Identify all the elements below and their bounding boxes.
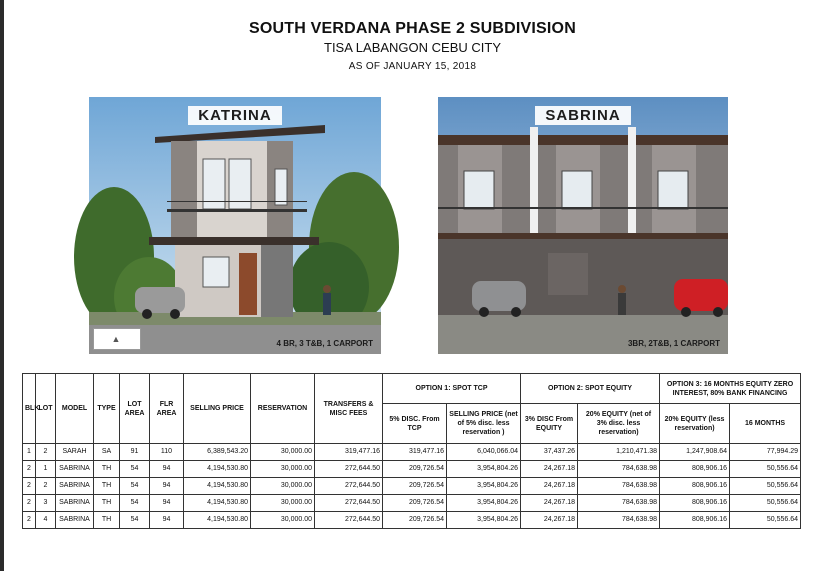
cell-opt1-disc: 319,477.16 — [383, 444, 447, 461]
developer-logo — [93, 328, 141, 350]
page-left-border — [0, 0, 4, 571]
katrina-house-illustration — [89, 97, 381, 354]
page-date: AS OF JANUARY 15, 2018 — [348, 61, 477, 72]
cell-lot: 4 — [36, 512, 56, 529]
cell-transfers: 272,644.50 — [315, 495, 383, 512]
col-header-lot-area: LOT AREA — [120, 374, 150, 444]
cell-blk: 1 — [23, 444, 36, 461]
col-header-transfers-misc: TRANSFERS & MISC FEES — [315, 374, 383, 444]
col-header-option2-disc: 3% DISC From EQUITY — [521, 404, 578, 444]
cell-lot-area: 54 — [120, 478, 150, 495]
cell-opt3-months: 50,556.64 — [730, 512, 801, 529]
page-subtitle-location: TISA LABANGON CEBU CITY — [324, 40, 501, 55]
cell-model: SABRINA — [56, 512, 94, 529]
katrina-model-name: KATRINA — [89, 107, 381, 124]
cell-opt2-equity: 784,638.98 — [578, 461, 660, 478]
cell-reservation: 30,000.00 — [251, 495, 315, 512]
katrina-house-image — [89, 97, 381, 354]
cell-opt3-months: 50,556.64 — [730, 495, 801, 512]
cell-selling-price: 4,194,530.80 — [184, 495, 251, 512]
col-header-option1-disc: 5% DISC. From TCP — [383, 404, 447, 444]
cell-lot-area: 54 — [120, 512, 150, 529]
cell-flr-area: 94 — [150, 495, 184, 512]
cell-lot-area: 54 — [120, 461, 150, 478]
cell-selling-price: 4,194,530.80 — [184, 478, 251, 495]
cell-type: TH — [94, 512, 120, 529]
col-header-selling-price: SELLING PRICE — [184, 374, 251, 444]
table-row — [23, 461, 801, 478]
cell-flr-area: 94 — [150, 478, 184, 495]
cell-opt3-months: 77,994.29 — [730, 444, 801, 461]
cell-lot: 1 — [36, 461, 56, 478]
cell-opt2-equity: 784,638.98 — [578, 495, 660, 512]
cell-lot-area: 54 — [120, 495, 150, 512]
col-header-option3-months: 16 MONTHS — [730, 404, 801, 444]
col-header-option2-equity: 20% EQUITY (net of 3% disc. less reservation) — [578, 404, 660, 444]
cell-opt2-disc: 24,267.18 — [521, 461, 578, 478]
cell-opt2-equity: 1,210,471.38 — [578, 444, 660, 461]
col-header-blk: BLK — [23, 374, 36, 444]
col-header-lot: LOT — [36, 374, 56, 444]
cell-blk: 2 — [23, 478, 36, 495]
cell-flr-area: 94 — [150, 461, 184, 478]
cell-model: SABRINA — [56, 495, 94, 512]
group-header-option1: OPTION 1: SPOT TCP — [383, 374, 521, 404]
cell-type: TH — [94, 495, 120, 512]
cell-opt1-price: 3,954,804.26 — [447, 478, 521, 495]
table-row — [23, 495, 801, 512]
cell-opt1-disc: 209,726.54 — [383, 495, 447, 512]
cell-lot: 2 — [36, 444, 56, 461]
cell-opt1-price: 6,040,066.04 — [447, 444, 521, 461]
cell-reservation: 30,000.00 — [251, 444, 315, 461]
cell-opt2-disc: 24,267.18 — [521, 495, 578, 512]
cell-opt3-months: 50,556.64 — [730, 461, 801, 478]
cell-lot: 2 — [36, 478, 56, 495]
cell-opt2-disc: 37,437.26 — [521, 444, 578, 461]
cell-opt3-equity: 808,906.16 — [660, 478, 730, 495]
cell-opt3-months: 50,556.64 — [730, 478, 801, 495]
sabrina-spec-caption: 3BR, 2T&B, 1 CARPORT — [627, 339, 720, 348]
cell-transfers: 272,644.50 — [315, 461, 383, 478]
cell-opt3-equity: 808,906.16 — [660, 495, 730, 512]
cell-opt1-price: 3,954,804.26 — [447, 495, 521, 512]
cell-type: TH — [94, 461, 120, 478]
cell-reservation: 30,000.00 — [251, 461, 315, 478]
cell-blk: 2 — [23, 512, 36, 529]
cell-transfers: 319,477.16 — [315, 444, 383, 461]
cell-selling-price: 6,389,543.20 — [184, 444, 251, 461]
cell-opt3-equity: 808,906.16 — [660, 512, 730, 529]
cell-lot-area: 91 — [120, 444, 150, 461]
col-header-option1-price: SELLING PRICE (net of 5% disc. less reservation ) — [447, 404, 521, 444]
cell-blk: 2 — [23, 495, 36, 512]
cell-opt3-equity: 808,906.16 — [660, 461, 730, 478]
page-title: SOUTH VERDANA PHASE 2 SUBDIVISION — [249, 20, 576, 37]
cell-opt2-disc: 24,267.18 — [521, 512, 578, 529]
col-header-type: TYPE — [94, 374, 120, 444]
cell-opt1-disc: 209,726.54 — [383, 512, 447, 529]
cell-opt1-price: 3,954,804.26 — [447, 512, 521, 529]
cell-blk: 2 — [23, 461, 36, 478]
cell-opt2-equity: 784,638.98 — [578, 512, 660, 529]
cell-type: SA — [94, 444, 120, 461]
cell-flr-area: 110 — [150, 444, 184, 461]
cell-lot: 3 — [36, 495, 56, 512]
sabrina-model-name: SABRINA — [438, 107, 728, 124]
cell-opt1-price: 3,954,804.26 — [447, 461, 521, 478]
cell-model: SARAH — [56, 444, 94, 461]
col-header-reservation: RESERVATION — [251, 374, 315, 444]
sabrina-house-illustration — [438, 97, 728, 354]
cell-type: TH — [94, 478, 120, 495]
cell-opt1-disc: 209,726.54 — [383, 461, 447, 478]
cell-transfers: 272,644.50 — [315, 512, 383, 529]
group-header-option2: OPTION 2: SPOT EQUITY — [521, 374, 660, 404]
cell-selling-price: 4,194,530.80 — [184, 512, 251, 529]
cell-selling-price: 4,194,530.80 — [184, 461, 251, 478]
price-list-table — [22, 373, 801, 529]
cell-flr-area: 94 — [150, 512, 184, 529]
cell-model: SABRINA — [56, 461, 94, 478]
cell-opt2-equity: 784,638.98 — [578, 478, 660, 495]
cell-model: SABRINA — [56, 478, 94, 495]
cell-reservation: 30,000.00 — [251, 478, 315, 495]
cell-transfers: 272,644.50 — [315, 478, 383, 495]
table-row — [23, 512, 801, 529]
table-row — [23, 478, 801, 495]
col-header-flr-area: FLR AREA — [150, 374, 184, 444]
katrina-spec-caption: 4 BR, 3 T&B, 1 CARPORT — [276, 339, 373, 348]
cell-opt1-disc: 209,726.54 — [383, 478, 447, 495]
cell-reservation: 30,000.00 — [251, 512, 315, 529]
sabrina-house-image — [438, 97, 728, 354]
col-header-option3-equity: 20% EQUITY (less reservation) — [660, 404, 730, 444]
logo-triangle-icon: ▲ — [111, 334, 121, 344]
table-row — [23, 444, 801, 461]
col-header-model: MODEL — [56, 374, 94, 444]
cell-opt2-disc: 24,267.18 — [521, 478, 578, 495]
group-header-option3: OPTION 3: 16 MONTHS EQUITY ZERO INTEREST, 80% BANK FINANCING — [660, 374, 801, 404]
cell-opt3-equity: 1,247,908.64 — [660, 444, 730, 461]
